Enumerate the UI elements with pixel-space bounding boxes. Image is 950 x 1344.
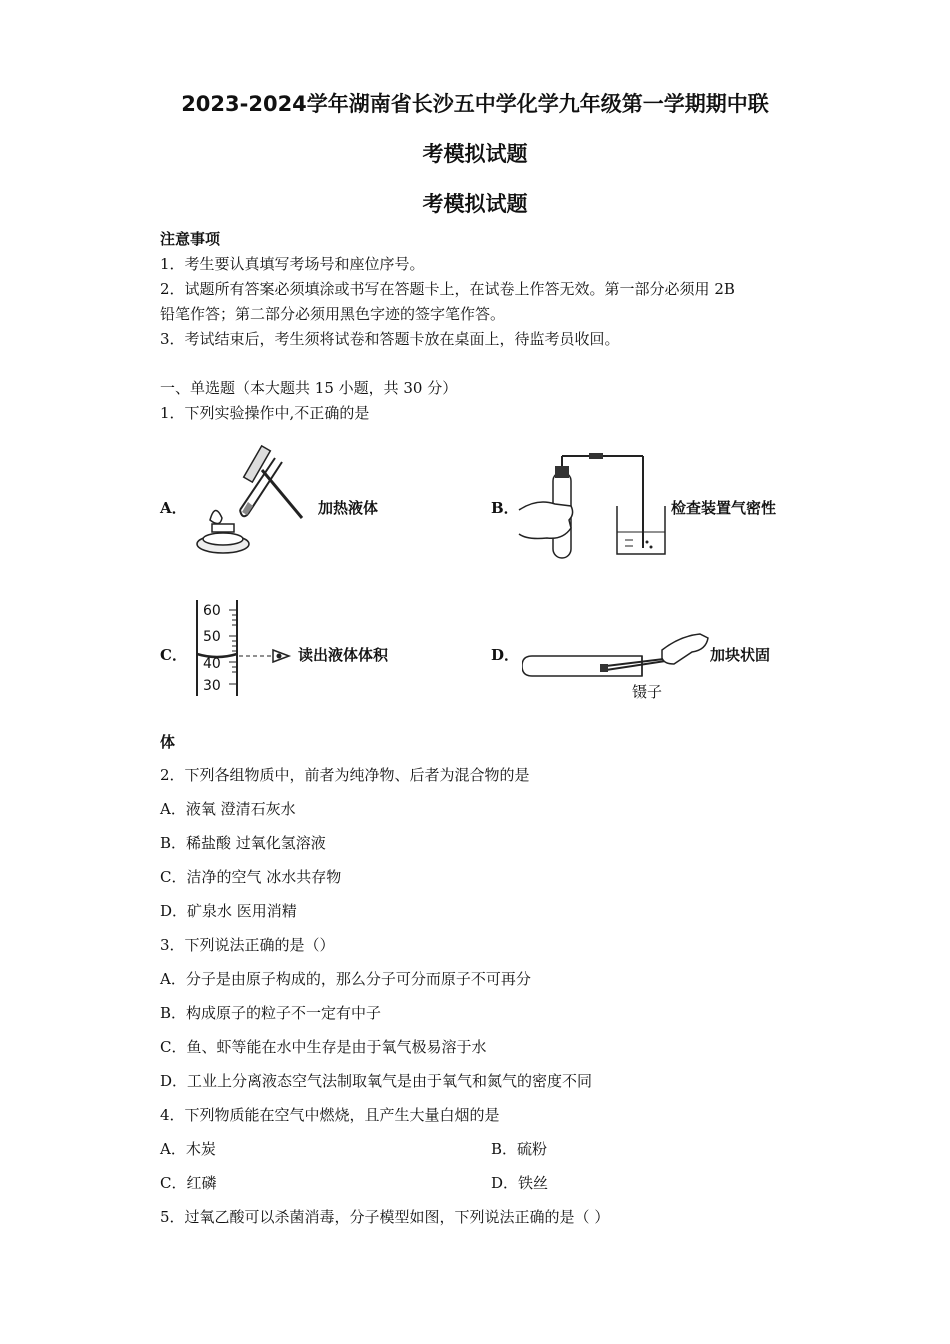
q1-option-b-label: B． (491, 499, 519, 517)
q3-stem: 3．下列说法正确的是（） (160, 936, 335, 954)
q3-option-c: C．鱼、虾等能在水中生存是由于氧气极易溶于水 (160, 1038, 487, 1056)
q3-option-a: A．分子是由原子构成的，那么分子可分而原子不可再分 (160, 970, 531, 988)
q4-option-c: C．红磷 (160, 1174, 217, 1192)
q1-option-d-tool-label: 镊子 (632, 683, 663, 701)
title-line-2: 考模拟试题 (422, 142, 528, 166)
q4-option-d: D．铁丝 (491, 1174, 549, 1192)
cylinder-scale-40: 40 (203, 656, 221, 672)
q4-option-a: A．木炭 (160, 1140, 216, 1158)
heating-liquid-illustration (190, 440, 310, 560)
q2-option-c: C．洁净的空气 冰水共存物 (160, 868, 342, 886)
notice-item-2b: 铅笔作答；第二部分必须用黑色字迹的签字笔作答。 (160, 305, 506, 323)
q3-option-b: B．构成原子的粒子不一定有中子 (160, 1004, 382, 1022)
q1-option-a-label: A． (160, 499, 187, 517)
q1-option-d-caption-wrap: 体 (160, 733, 176, 751)
q1-option-c-label: C． (160, 646, 187, 664)
q1-option-c-caption: 读出液体体积 (298, 646, 389, 664)
cylinder-scale-30: 30 (203, 678, 221, 694)
q1-stem: 1．下列实验操作中,不正确的是 (160, 404, 370, 422)
title-line-3: 考模拟试题 (422, 192, 528, 216)
adding-solid-illustration (522, 630, 710, 682)
q2-option-b: B．稀盐酸 过氧化氢溶液 (160, 834, 326, 852)
q2-stem: 2．下列各组物质中，前者为纯净物、后者为混合物的是 (160, 766, 530, 784)
q1-option-b-caption: 检查装置气密性 (671, 499, 777, 517)
title-line-1: 2023-2024学年湖南省长沙五中学化学九年级第一学期期中联 (181, 92, 769, 116)
q1-option-a-caption: 加热液体 (318, 499, 379, 517)
q1-option-d-label: D． (491, 646, 520, 664)
cylinder-scale-50: 50 (203, 629, 221, 645)
notice-item-1: 1．考生要认真填写考场号和座位序号。 (160, 255, 425, 273)
q2-option-a: A．液氧 澄清石灰水 (160, 800, 296, 818)
section-heading: 一、单选题（本大题共 15 小题，共 30 分） (160, 379, 458, 397)
q5-stem: 5．过氧乙酸可以杀菌消毒，分子模型如图，下列说法正确的是（ ） (160, 1208, 610, 1226)
q2-option-d: D．矿泉水 医用消精 (160, 902, 297, 920)
q4-option-b: B．硫粉 (491, 1140, 548, 1158)
q4-stem: 4．下列物质能在空气中燃烧，且产生大量白烟的是 (160, 1106, 500, 1124)
notice-item-3: 3．考试结束后，考生须将试卷和答题卡放在桌面上，待监考员收回。 (160, 330, 620, 348)
q3-option-d: D．工业上分离液态空气法制取氧气是由于氧气和氮气的密度不同 (160, 1072, 593, 1090)
notice-item-2a: 2．试题所有答案必须填涂或书写在答题卡上，在试卷上作答无效。第一部分必须用 2B (160, 280, 735, 298)
notice-heading: 注意事项 (160, 230, 221, 248)
cylinder-scale-60: 60 (203, 603, 221, 619)
airtightness-check-illustration (517, 448, 667, 560)
q1-option-d-caption: 加块状固 (710, 646, 771, 664)
